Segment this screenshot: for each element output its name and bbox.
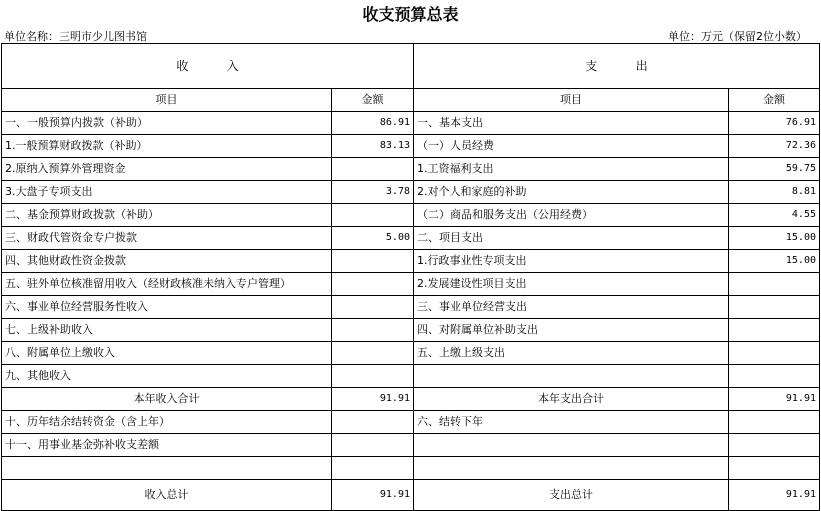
income-amount: 83.13 xyxy=(332,135,414,158)
column-header-row xyxy=(2,89,820,112)
table-row xyxy=(2,342,820,365)
income-amount: 3.78 xyxy=(332,181,414,204)
income-amount xyxy=(332,319,414,342)
expense-item-header: 项目 xyxy=(414,89,729,112)
expense-amount xyxy=(729,457,820,480)
table-row xyxy=(2,135,820,158)
expense-amount xyxy=(729,411,820,434)
expense-amount xyxy=(729,434,820,457)
income-item xyxy=(2,457,332,480)
income-amount: 86.91 xyxy=(332,112,414,135)
expense-item: 三、事业单位经营支出 xyxy=(414,296,729,319)
expense-item xyxy=(414,365,729,388)
income-amount: 5.00 xyxy=(332,227,414,250)
expense-amount: 15.00 xyxy=(729,227,820,250)
income-item-header: 项目 xyxy=(2,89,332,112)
expense-subtotal-label: 本年支出合计 xyxy=(414,388,729,411)
income-amount xyxy=(332,273,414,296)
table-row xyxy=(2,273,820,296)
expense-item xyxy=(414,457,729,480)
income-item: 四、其他财政性资金拨款 xyxy=(2,250,332,273)
income-item: 1.一般预算财政拨款（补助） xyxy=(2,135,332,158)
table-row xyxy=(2,411,820,434)
expense-item: 一、基本支出 xyxy=(414,112,729,135)
expense-amount: 59.75 xyxy=(729,158,820,181)
expense-item: 二、项目支出 xyxy=(414,227,729,250)
table-row xyxy=(2,158,820,181)
expense-item: （一）人员经费 xyxy=(414,135,729,158)
income-item: 三、财政代管资金专户拨款 xyxy=(2,227,332,250)
income-subtotal-label: 本年收入合计 xyxy=(2,388,332,411)
table-row xyxy=(2,181,820,204)
expense-amount-header: 金额 xyxy=(729,89,820,112)
income-amount xyxy=(332,204,414,227)
expense-amount xyxy=(729,365,820,388)
table-row xyxy=(2,319,820,342)
income-amount xyxy=(332,296,414,319)
income-header: 收 入 xyxy=(2,44,414,89)
table-row xyxy=(2,457,820,480)
expense-amount: 4.55 xyxy=(729,204,820,227)
income-total-amount: 91.91 xyxy=(332,480,414,511)
table-row xyxy=(2,112,820,135)
table-row xyxy=(2,365,820,388)
income-amount-header: 金额 xyxy=(332,89,414,112)
income-item: 十一、用事业基金弥补收支差额 xyxy=(2,434,332,457)
expense-item xyxy=(414,434,729,457)
table-row xyxy=(2,227,820,250)
income-amount xyxy=(332,250,414,273)
section-header-row xyxy=(2,44,820,89)
subtotal-row xyxy=(2,388,820,411)
expense-item: 四、对附属单位补助支出 xyxy=(414,319,729,342)
unit-name: 单位名称：三明市少儿图书馆 xyxy=(4,30,147,43)
expense-amount xyxy=(729,273,820,296)
expense-item: 五、上缴上级支出 xyxy=(414,342,729,365)
income-item: 十、历年结余结转资金（含上年） xyxy=(2,411,332,434)
expense-amount xyxy=(729,342,820,365)
unit-label: 单位：万元（保留2位小数） xyxy=(668,30,807,43)
expense-amount xyxy=(729,319,820,342)
table-row xyxy=(2,204,820,227)
income-item: 五、驻外单位核准留用收入（经财政核准未纳入专户管理） xyxy=(2,273,332,296)
expense-amount: 8.81 xyxy=(729,181,820,204)
table-row xyxy=(2,434,820,457)
expense-item: （二）商品和服务支出（公用经费） xyxy=(414,204,729,227)
income-amount xyxy=(332,457,414,480)
expense-header: 支 出 xyxy=(414,44,820,89)
income-item: 六、事业单位经营服务性收入 xyxy=(2,296,332,319)
expense-total-label: 支出总计 xyxy=(414,480,729,511)
income-total-label: 收入总计 xyxy=(2,480,332,511)
table-row xyxy=(2,296,820,319)
income-item: 七、上级补助收入 xyxy=(2,319,332,342)
expense-amount: 76.91 xyxy=(729,112,820,135)
page-title: 收支预算总表 xyxy=(362,5,459,24)
expense-item: 2.对个人和家庭的补助 xyxy=(414,181,729,204)
income-item: 2.原纳入预算外管理资金 xyxy=(2,158,332,181)
income-amount xyxy=(332,365,414,388)
income-amount xyxy=(332,158,414,181)
expense-total-amount: 91.91 xyxy=(729,480,820,511)
expense-subtotal-amount: 91.91 xyxy=(729,388,820,411)
income-subtotal-amount: 91.91 xyxy=(332,388,414,411)
income-item: 九、其他收入 xyxy=(2,365,332,388)
income-item: 八、附属单位上缴收入 xyxy=(2,342,332,365)
budget-table xyxy=(1,43,820,511)
expense-amount xyxy=(729,296,820,319)
income-item: 二、基金预算财政拨款（补助） xyxy=(2,204,332,227)
expense-item: 1.行政事业性专项支出 xyxy=(414,250,729,273)
table-row xyxy=(2,250,820,273)
expense-amount: 15.00 xyxy=(729,250,820,273)
income-amount xyxy=(332,411,414,434)
expense-amount: 72.36 xyxy=(729,135,820,158)
income-amount xyxy=(332,342,414,365)
income-item: 一、一般预算内拨款（补助） xyxy=(2,112,332,135)
expense-item: 六、结转下年 xyxy=(414,411,729,434)
income-amount xyxy=(332,434,414,457)
expense-item: 2.发展建设性项目支出 xyxy=(414,273,729,296)
expense-item: 1.工资福利支出 xyxy=(414,158,729,181)
income-item: 3.大盘子专项支出 xyxy=(2,181,332,204)
